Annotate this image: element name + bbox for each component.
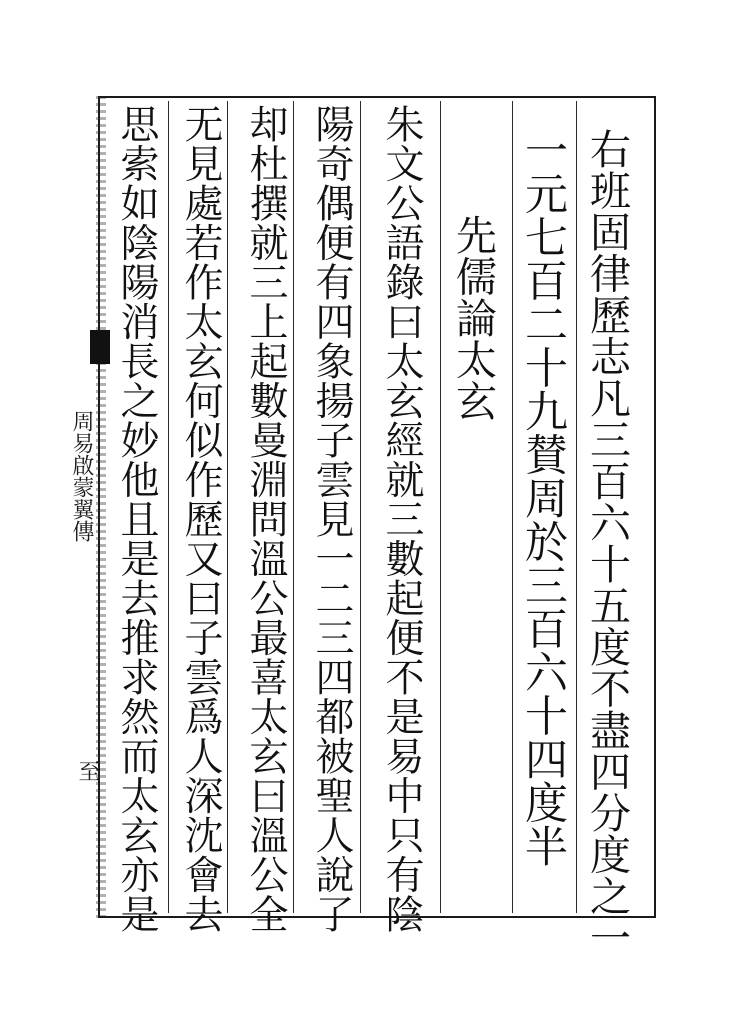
fishtail-mark <box>90 330 110 364</box>
text-column-4: 朱文公語錄曰太玄經就三數起便不是易中只有陰 <box>379 104 424 934</box>
gutter-page-number: 至 <box>75 760 100 782</box>
left-margin-edge <box>96 96 106 918</box>
column-rule <box>293 101 294 913</box>
text-column-8: 思索如陰陽消長之妙他且是去推求然而太玄亦是 <box>114 104 159 934</box>
column-rule <box>440 101 441 913</box>
text-column-1: 右班固律歷志凡三百六十五度不盡四分度之一 <box>583 128 631 958</box>
text-column-6: 却杜撰就三上起數曼淵問溫公最喜太玄曰溫公全 <box>243 104 288 934</box>
column-rule <box>360 101 361 913</box>
text-column-3: 先儒論太玄 <box>449 214 497 422</box>
text-column-2: 一元七百二十九賛周於三百六十四度半 <box>518 128 568 868</box>
column-rule <box>512 101 513 913</box>
gutter-book-title: 周易啟蒙翼傳 <box>69 410 94 542</box>
column-rule <box>576 101 577 913</box>
column-rule <box>168 101 169 913</box>
column-rule <box>227 101 228 913</box>
text-column-7: 无見處若作太玄何似作歷又曰子雲爲人深沈會去 <box>178 104 223 934</box>
text-column-5: 陽奇偶便有四象揚子雲見一二三四都被聖人說了 <box>309 104 354 934</box>
